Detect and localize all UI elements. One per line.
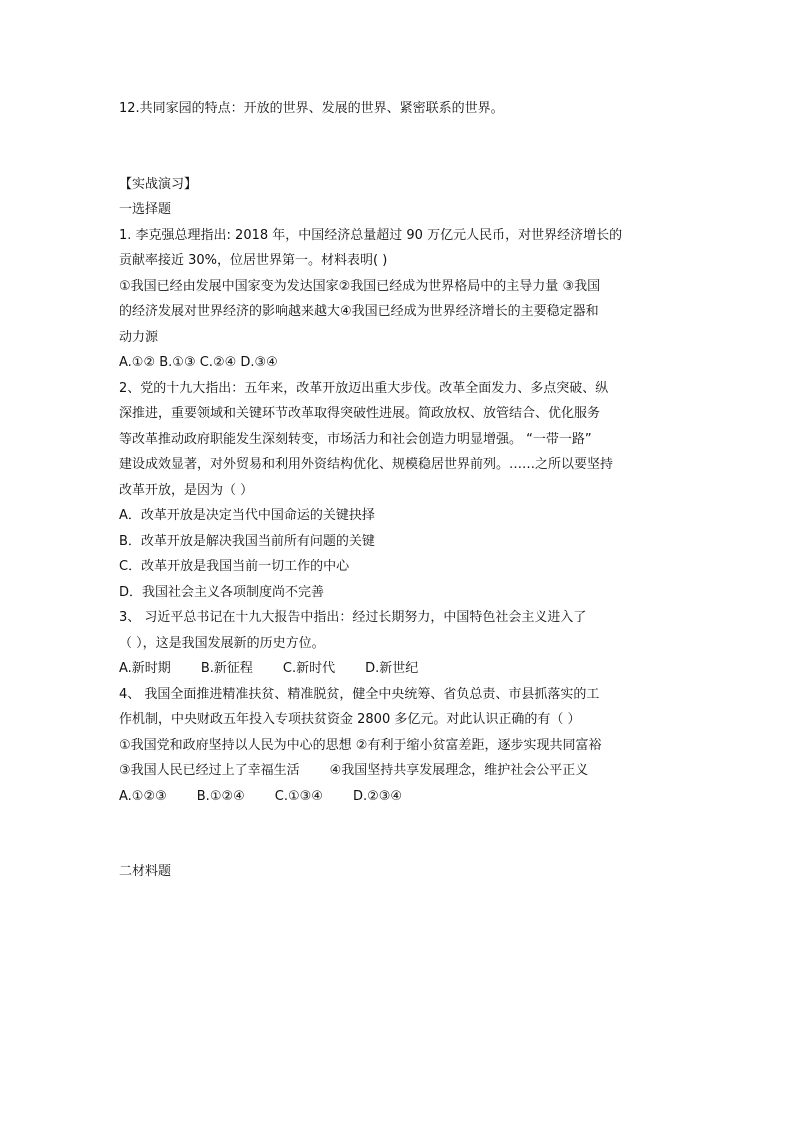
q1-statement-line: 的经济发展对世界经济的影响越来越大④我国已经成为世界经济增长的主要稳定器和 [119, 304, 599, 319]
q3-option-c: C.新时代 [282, 661, 336, 676]
q2-stem-line: 改革开放，是因为（ ） [119, 482, 254, 498]
q1-stem-line: 1. 李克强总理指出: 2018 年，中国经济总量超过 90 万亿元人民币，对世界经济增长的 [119, 227, 623, 243]
q2-option-a: A．改革开放是决定当代中国命运的关键抉择 [119, 508, 375, 523]
q4-options [119, 784, 679, 810]
document-content [119, 96, 679, 885]
q2-option-b: B．改革开放是解决我国当前所有问题的关键 [119, 533, 375, 549]
q3-stem-line: （ ），这是我国发展新的历史方位。 [119, 635, 325, 651]
q4-stem-line: 作机制，中央财政五年投入专项扶贫资金 2800 多亿元。对此认识正确的有（ ） [119, 712, 581, 727]
q4-statement-4: ④我国坚持共享发展理念，维护社会公平正义 [329, 763, 589, 778]
spacer [119, 834, 679, 859]
q4-option-d: D.②③④ [352, 788, 403, 804]
q2-option-c: C．改革开放是我国当前一切工作的中心 [119, 559, 350, 574]
section-title: 【实战演习】 [119, 176, 198, 192]
point-12: 12.共同家园的特点：开放的世界、发展的世界、紧密联系的世界。 [119, 101, 504, 116]
q2-stem-line: 2、党的十九大指出：五年来，改革开放迈出重大步伐。改革全面发力、多点突破、纵 [119, 380, 609, 396]
q1-stem-line: 贡献率接近 30%，位居世界第一。材料表明( ) [119, 253, 388, 268]
q2-option-d: D．我国社会主义各项制度尚不完善 [119, 584, 325, 600]
q1-options: A.①② B.①③ C.②④ D.③④ [119, 355, 278, 370]
q2-stem-line: 深推进，重要领域和关键环节改革取得突破性进展。简政放权、放管结合、优化服务 [119, 406, 601, 421]
q1-statement-line: 动力源 [119, 329, 159, 345]
q4-option-c: C.①③④ [274, 788, 323, 804]
q4-option-b: B.①②④ [196, 788, 245, 804]
q3-option-d: D.新世纪 [365, 661, 419, 676]
q4-statement-3: ③我国人民已经过上了幸福生活 [119, 763, 300, 778]
spacer [119, 122, 679, 147]
spacer [119, 147, 679, 172]
q3-stem-line: 3、 习近平总书记在十九大报告中指出：经过长期努力，中国特色社会主义进入了 [119, 610, 587, 625]
q3-options [119, 656, 679, 682]
spacer [119, 809, 679, 834]
q2-stem-line: 等改革推动政府职能发生深刻转变，市场活力和社会创造力明显增强。 “一带一路” [119, 431, 592, 447]
q3-option-b: B.新征程 [200, 661, 253, 676]
q4-statement-line: ①我国党和政府坚持以人民为中心的思想 ②有利于缩小贫富差距，逐步实现共同富裕 [119, 737, 602, 753]
q1-statement-line: ①我国已经由发展中国家变为发达国家②我国已经成为世界格局中的主导力量 ③我国 [119, 278, 601, 294]
q3-option-a: A.新时期 [119, 661, 171, 676]
q4-statement-line [119, 758, 679, 784]
part2-title: 二材料题 [119, 864, 172, 879]
q4-stem-line: 4、 我国全面推进精准扶贫、精准脱贫，健全中央统筹、省负总责、市县抓落实的工 [119, 686, 600, 702]
part1-title: 一选择题 [119, 202, 172, 217]
q4-option-a: A.①②③ [119, 788, 167, 804]
q2-stem-line: 建设成效显著，对外贸易和利用外资结构优化、规模稳居世界前列。……之所以要坚持 [119, 457, 614, 472]
